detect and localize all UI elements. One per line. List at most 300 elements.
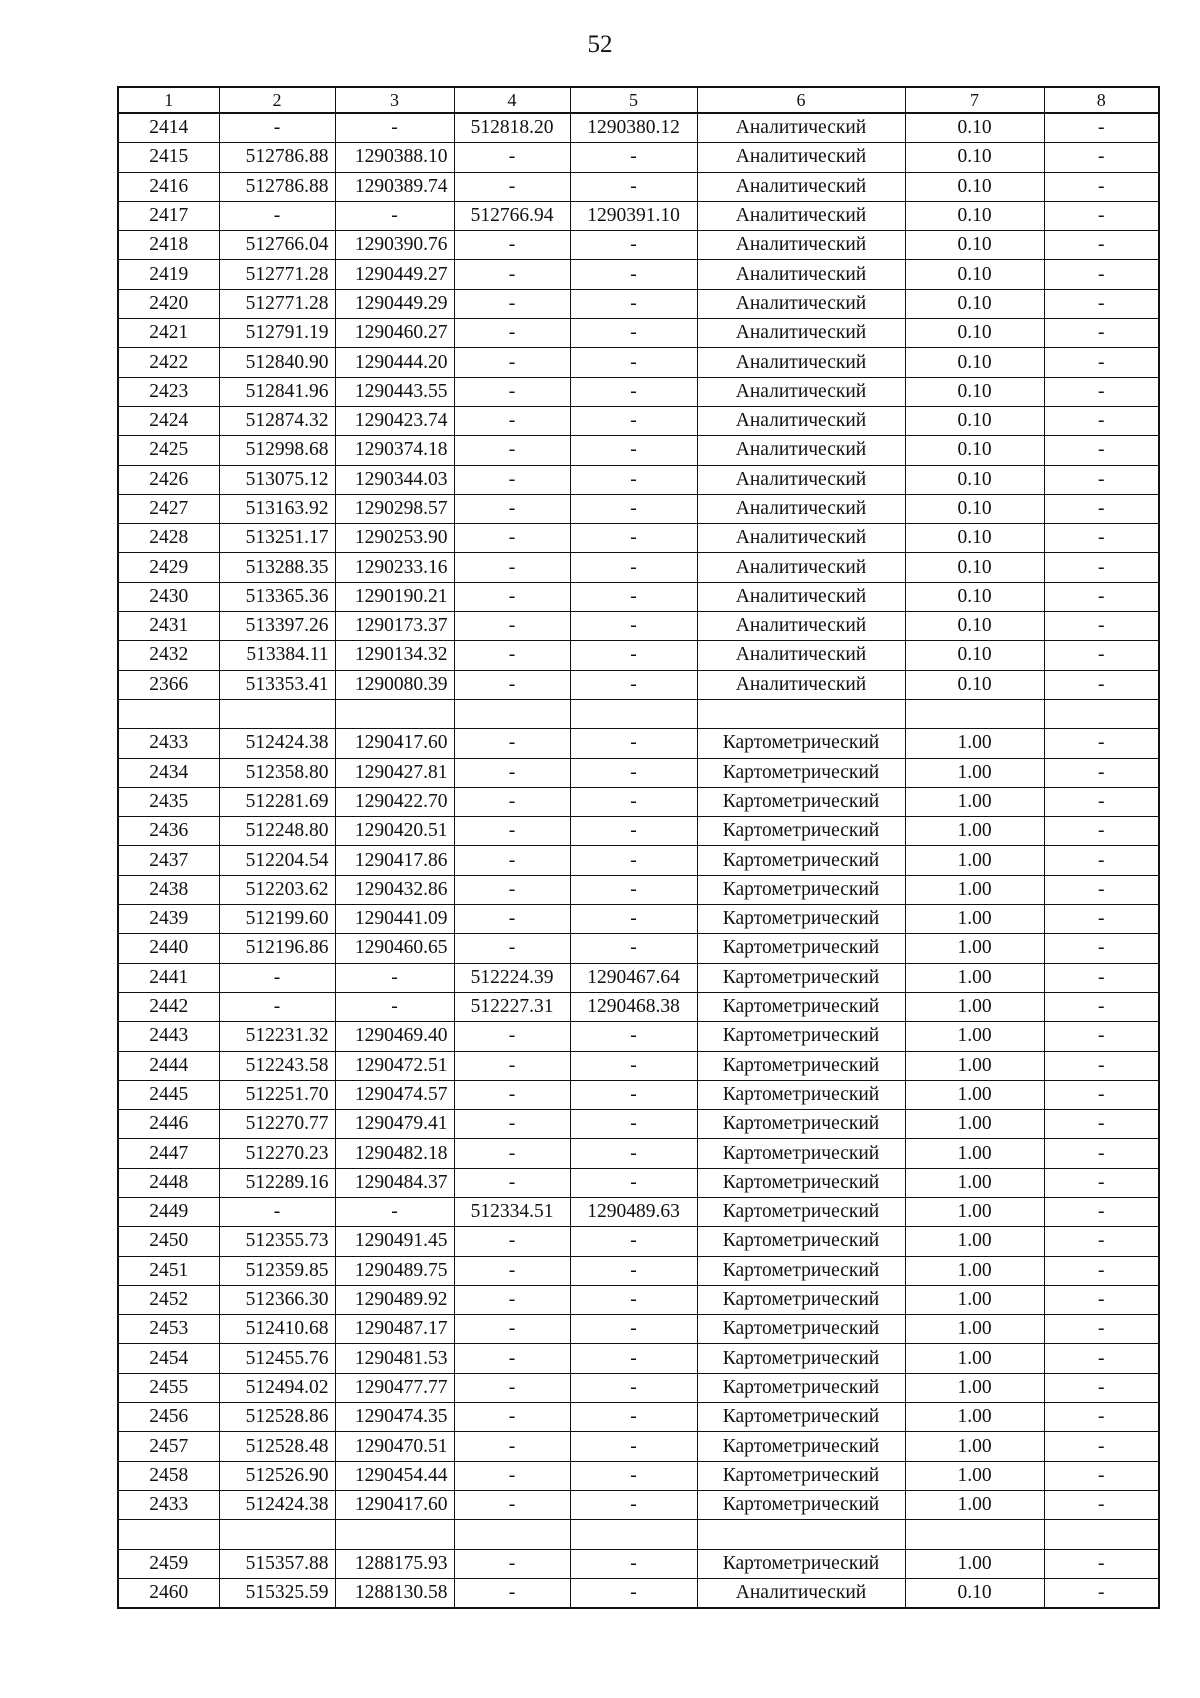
y-coordinate-cell: 1290472.51 [335, 1051, 454, 1080]
table-row [118, 172, 1159, 201]
header-cell: 3 [335, 87, 454, 113]
point-number-cell: 2450 [118, 1227, 219, 1256]
x-coordinate-cell: - [219, 1197, 335, 1226]
x-coordinate-cell: 515357.88 [219, 1549, 335, 1578]
x-coordinate-alt-cell: - [454, 377, 570, 406]
method-cell: Картометрический [697, 875, 905, 904]
x-coordinate-alt-cell: - [454, 319, 570, 348]
point-number-cell: 2458 [118, 1461, 219, 1490]
method-cell: Аналитический [697, 260, 905, 289]
y-coordinate-cell: 1290417.60 [335, 729, 454, 758]
coordinates-table [117, 86, 1160, 1609]
table-row-separator [118, 699, 1159, 728]
point-number-cell: 2443 [118, 1022, 219, 1051]
y-coordinate-alt-cell: - [570, 1110, 697, 1139]
x-coordinate-cell: 512270.23 [219, 1139, 335, 1168]
method-cell [697, 1520, 905, 1549]
y-coordinate-cell: 1290390.76 [335, 231, 454, 260]
y-coordinate-cell: 1290489.92 [335, 1285, 454, 1314]
method-cell: Картометрический [697, 787, 905, 816]
point-number-cell: 2455 [118, 1373, 219, 1402]
y-coordinate-cell: 1290389.74 [335, 172, 454, 201]
y-coordinate-cell: 1290080.39 [335, 670, 454, 699]
y-coordinate-cell: 1290298.57 [335, 494, 454, 523]
y-coordinate-cell: 1290134.32 [335, 641, 454, 670]
accuracy-cell: 0.10 [905, 436, 1044, 465]
x-coordinate-cell: - [219, 963, 335, 992]
method-cell: Аналитический [697, 143, 905, 172]
point-number-cell: 2444 [118, 1051, 219, 1080]
x-coordinate-cell: 515325.59 [219, 1578, 335, 1608]
description-cell: - [1044, 1344, 1159, 1373]
accuracy-cell: 1.00 [905, 758, 1044, 787]
point-number-cell: 2436 [118, 817, 219, 846]
y-coordinate-cell: 1290233.16 [335, 553, 454, 582]
description-cell: - [1044, 113, 1159, 143]
y-coordinate-alt-cell: - [570, 1403, 697, 1432]
accuracy-cell: 1.00 [905, 1344, 1044, 1373]
x-coordinate-cell: 513353.41 [219, 670, 335, 699]
y-coordinate-alt-cell: - [570, 348, 697, 377]
point-number-cell: 2415 [118, 143, 219, 172]
description-cell: - [1044, 963, 1159, 992]
table-row [118, 1197, 1159, 1226]
point-number-cell: 2366 [118, 670, 219, 699]
x-coordinate-alt-cell: - [454, 1490, 570, 1519]
accuracy-cell: 0.10 [905, 1578, 1044, 1608]
x-coordinate-alt-cell: - [454, 436, 570, 465]
y-coordinate-alt-cell: - [570, 875, 697, 904]
x-coordinate-cell [219, 1520, 335, 1549]
accuracy-cell: 1.00 [905, 817, 1044, 846]
y-coordinate-alt-cell: - [570, 905, 697, 934]
header-cell: 2 [219, 87, 335, 113]
x-coordinate-cell: 512786.88 [219, 172, 335, 201]
y-coordinate-alt-cell: - [570, 406, 697, 435]
y-coordinate-cell: 1290388.10 [335, 143, 454, 172]
point-number-cell: 2456 [118, 1403, 219, 1432]
y-coordinate-cell: 1290444.20 [335, 348, 454, 377]
method-cell: Аналитический [697, 582, 905, 611]
point-number-cell: 2428 [118, 524, 219, 553]
description-cell: - [1044, 817, 1159, 846]
table-row [118, 1051, 1159, 1080]
table-row [118, 1344, 1159, 1373]
point-number-cell: 2420 [118, 289, 219, 318]
y-coordinate-cell: 1290420.51 [335, 817, 454, 846]
y-coordinate-alt-cell: - [570, 1490, 697, 1519]
table-row [118, 113, 1159, 143]
table-body [118, 113, 1159, 1608]
x-coordinate-cell: 512243.58 [219, 1051, 335, 1080]
y-coordinate-alt-cell: - [570, 1373, 697, 1402]
accuracy-cell: 0.10 [905, 524, 1044, 553]
x-coordinate-alt-cell: - [454, 1139, 570, 1168]
x-coordinate-cell: 512771.28 [219, 289, 335, 318]
x-coordinate-cell: 512358.80 [219, 758, 335, 787]
x-coordinate-alt-cell: - [454, 582, 570, 611]
y-coordinate-alt-cell: - [570, 729, 697, 758]
accuracy-cell: 0.10 [905, 553, 1044, 582]
x-coordinate-alt-cell [454, 699, 570, 728]
method-cell: Картометрический [697, 1139, 905, 1168]
description-cell: - [1044, 1578, 1159, 1608]
header-row [118, 87, 1159, 113]
accuracy-cell: 1.00 [905, 1256, 1044, 1285]
method-cell: Аналитический [697, 553, 905, 582]
y-coordinate-cell: 1290190.21 [335, 582, 454, 611]
accuracy-cell: 0.10 [905, 231, 1044, 260]
x-coordinate-cell: 512841.96 [219, 377, 335, 406]
y-coordinate-cell: 1290454.44 [335, 1461, 454, 1490]
table-row [118, 1373, 1159, 1402]
x-coordinate-cell: 512874.32 [219, 406, 335, 435]
x-coordinate-alt-cell: 512818.20 [454, 113, 570, 143]
point-number-cell: 2454 [118, 1344, 219, 1373]
table-row [118, 963, 1159, 992]
x-coordinate-cell: 512786.88 [219, 143, 335, 172]
x-coordinate-alt-cell: - [454, 172, 570, 201]
point-number-cell: 2439 [118, 905, 219, 934]
x-coordinate-cell: 512998.68 [219, 436, 335, 465]
table-row [118, 406, 1159, 435]
accuracy-cell: 0.10 [905, 582, 1044, 611]
header-cell: 4 [454, 87, 570, 113]
method-cell: Картометрический [697, 1022, 905, 1051]
point-number-cell: 2437 [118, 846, 219, 875]
table-row [118, 465, 1159, 494]
point-number-cell: 2424 [118, 406, 219, 435]
accuracy-cell: 1.00 [905, 1197, 1044, 1226]
method-cell: Аналитический [697, 377, 905, 406]
table-row [118, 436, 1159, 465]
table-row [118, 787, 1159, 816]
y-coordinate-cell: 1290474.35 [335, 1403, 454, 1432]
y-coordinate-cell: - [335, 992, 454, 1021]
point-number-cell: 2426 [118, 465, 219, 494]
table-row [118, 494, 1159, 523]
point-number-cell: 2414 [118, 113, 219, 143]
y-coordinate-alt-cell: - [570, 260, 697, 289]
method-cell: Аналитический [697, 612, 905, 641]
method-cell: Аналитический [697, 201, 905, 230]
y-coordinate-cell: 1290374.18 [335, 436, 454, 465]
description-cell: - [1044, 172, 1159, 201]
method-cell: Картометрический [697, 934, 905, 963]
method-cell: Картометрический [697, 1344, 905, 1373]
accuracy-cell: 0.10 [905, 348, 1044, 377]
description-cell: - [1044, 1256, 1159, 1285]
accuracy-cell: 0.10 [905, 612, 1044, 641]
x-coordinate-alt-cell: - [454, 1080, 570, 1109]
description-cell: - [1044, 494, 1159, 523]
y-coordinate-alt-cell: - [570, 1578, 697, 1608]
description-cell: - [1044, 1373, 1159, 1402]
y-coordinate-cell: 1290423.74 [335, 406, 454, 435]
description-cell: - [1044, 612, 1159, 641]
method-cell: Аналитический [697, 641, 905, 670]
method-cell: Картометрический [697, 758, 905, 787]
y-coordinate-alt-cell: - [570, 553, 697, 582]
x-coordinate-alt-cell: - [454, 1432, 570, 1461]
accuracy-cell: 1.00 [905, 1080, 1044, 1109]
point-number-cell: 2440 [118, 934, 219, 963]
y-coordinate-alt-cell: - [570, 319, 697, 348]
table-row [118, 524, 1159, 553]
description-cell: - [1044, 1315, 1159, 1344]
x-coordinate-alt-cell: - [454, 1315, 570, 1344]
table-row [118, 1256, 1159, 1285]
y-coordinate-alt-cell: - [570, 1344, 697, 1373]
description-cell: - [1044, 1197, 1159, 1226]
accuracy-cell: 1.00 [905, 1373, 1044, 1402]
y-coordinate-cell: 1290460.27 [335, 319, 454, 348]
y-coordinate-alt-cell: - [570, 1285, 697, 1314]
header-cell: 7 [905, 87, 1044, 113]
y-coordinate-alt-cell: - [570, 817, 697, 846]
accuracy-cell: 0.10 [905, 670, 1044, 699]
point-number-cell: 2453 [118, 1315, 219, 1344]
x-coordinate-alt-cell: - [454, 260, 570, 289]
x-coordinate-alt-cell: - [454, 612, 570, 641]
description-cell: - [1044, 1490, 1159, 1519]
y-coordinate-alt-cell: - [570, 231, 697, 260]
y-coordinate-cell: 1290487.17 [335, 1315, 454, 1344]
y-coordinate-cell: 1288175.93 [335, 1549, 454, 1578]
description-cell: - [1044, 1461, 1159, 1490]
table-row [118, 817, 1159, 846]
method-cell: Аналитический [697, 465, 905, 494]
x-coordinate-alt-cell: - [454, 465, 570, 494]
accuracy-cell: 1.00 [905, 787, 1044, 816]
x-coordinate-cell: 512771.28 [219, 260, 335, 289]
y-coordinate-alt-cell: 1290468.38 [570, 992, 697, 1021]
method-cell [697, 699, 905, 728]
x-coordinate-cell: 513397.26 [219, 612, 335, 641]
y-coordinate-cell: 1290417.86 [335, 846, 454, 875]
description-cell [1044, 699, 1159, 728]
y-coordinate-alt-cell: - [570, 582, 697, 611]
x-coordinate-cell: 512231.32 [219, 1022, 335, 1051]
point-number-cell: 2423 [118, 377, 219, 406]
accuracy-cell: 1.00 [905, 875, 1044, 904]
y-coordinate-cell: 1290432.86 [335, 875, 454, 904]
method-cell: Аналитический [697, 289, 905, 318]
x-coordinate-cell: 512424.38 [219, 729, 335, 758]
method-cell: Картометрический [697, 905, 905, 934]
accuracy-cell: 0.10 [905, 406, 1044, 435]
y-coordinate-alt-cell: 1290391.10 [570, 201, 697, 230]
x-coordinate-alt-cell [454, 1520, 570, 1549]
table-header [118, 87, 1159, 113]
description-cell: - [1044, 319, 1159, 348]
description-cell: - [1044, 406, 1159, 435]
y-coordinate-alt-cell: - [570, 172, 697, 201]
y-coordinate-alt-cell: - [570, 1168, 697, 1197]
y-coordinate-cell: 1290417.60 [335, 1490, 454, 1519]
x-coordinate-cell: 512355.73 [219, 1227, 335, 1256]
header-cell: 1 [118, 87, 219, 113]
y-coordinate-cell: 1290449.27 [335, 260, 454, 289]
x-coordinate-cell: 512281.69 [219, 787, 335, 816]
y-coordinate-cell: 1290489.75 [335, 1256, 454, 1285]
y-coordinate-alt-cell: - [570, 1227, 697, 1256]
table-row [118, 377, 1159, 406]
point-number-cell: 2435 [118, 787, 219, 816]
table-row [118, 934, 1159, 963]
x-coordinate-cell: 512359.85 [219, 1256, 335, 1285]
point-number-cell: 2434 [118, 758, 219, 787]
point-number-cell: 2441 [118, 963, 219, 992]
x-coordinate-cell: 513384.11 [219, 641, 335, 670]
table-row [118, 670, 1159, 699]
y-coordinate-cell: 1290482.18 [335, 1139, 454, 1168]
table-row [118, 582, 1159, 611]
x-coordinate-cell: 513075.12 [219, 465, 335, 494]
header-cell: 5 [570, 87, 697, 113]
table-row [118, 641, 1159, 670]
x-coordinate-alt-cell: - [454, 1461, 570, 1490]
accuracy-cell: 0.10 [905, 641, 1044, 670]
description-cell: - [1044, 143, 1159, 172]
y-coordinate-alt-cell: - [570, 1549, 697, 1578]
description-cell: - [1044, 348, 1159, 377]
y-coordinate-cell: 1290344.03 [335, 465, 454, 494]
y-coordinate-alt-cell: - [570, 641, 697, 670]
x-coordinate-cell: - [219, 992, 335, 1021]
accuracy-cell: 1.00 [905, 729, 1044, 758]
x-coordinate-alt-cell: - [454, 1578, 570, 1608]
point-number-cell [118, 1520, 219, 1549]
y-coordinate-cell: 1290422.70 [335, 787, 454, 816]
table-row-separator [118, 1520, 1159, 1549]
y-coordinate-alt-cell: - [570, 1051, 697, 1080]
method-cell: Картометрический [697, 1490, 905, 1519]
point-number-cell: 2431 [118, 612, 219, 641]
y-coordinate-cell [335, 699, 454, 728]
y-coordinate-cell: 1290479.41 [335, 1110, 454, 1139]
accuracy-cell: 0.10 [905, 143, 1044, 172]
description-cell: - [1044, 582, 1159, 611]
table-row [118, 729, 1159, 758]
x-coordinate-cell: 512528.48 [219, 1432, 335, 1461]
x-coordinate-cell: 512199.60 [219, 905, 335, 934]
y-coordinate-cell: 1290470.51 [335, 1432, 454, 1461]
method-cell: Аналитический [697, 670, 905, 699]
description-cell: - [1044, 231, 1159, 260]
y-coordinate-alt-cell: 1290467.64 [570, 963, 697, 992]
x-coordinate-cell: 512204.54 [219, 846, 335, 875]
accuracy-cell: 1.00 [905, 1227, 1044, 1256]
y-coordinate-cell: 1290449.29 [335, 289, 454, 318]
point-number-cell: 2422 [118, 348, 219, 377]
y-coordinate-alt-cell: - [570, 846, 697, 875]
method-cell: Картометрический [697, 1373, 905, 1402]
description-cell: - [1044, 875, 1159, 904]
x-coordinate-alt-cell: - [454, 758, 570, 787]
x-coordinate-cell: 512455.76 [219, 1344, 335, 1373]
x-coordinate-alt-cell: - [454, 1373, 570, 1402]
point-number-cell: 2448 [118, 1168, 219, 1197]
accuracy-cell: 0.10 [905, 113, 1044, 143]
y-coordinate-alt-cell: - [570, 1022, 697, 1051]
x-coordinate-cell: 512526.90 [219, 1461, 335, 1490]
table-row [118, 1022, 1159, 1051]
x-coordinate-alt-cell: - [454, 1403, 570, 1432]
accuracy-cell: 1.00 [905, 1051, 1044, 1080]
x-coordinate-cell: 512270.77 [219, 1110, 335, 1139]
x-coordinate-alt-cell: - [454, 905, 570, 934]
description-cell: - [1044, 670, 1159, 699]
point-number-cell: 2430 [118, 582, 219, 611]
method-cell: Картометрический [697, 1285, 905, 1314]
x-coordinate-alt-cell: 512227.31 [454, 992, 570, 1021]
x-coordinate-alt-cell: - [454, 1256, 570, 1285]
x-coordinate-alt-cell: - [454, 817, 570, 846]
table-row [118, 875, 1159, 904]
header-cell: 8 [1044, 87, 1159, 113]
x-coordinate-alt-cell: - [454, 289, 570, 318]
table-row [118, 1578, 1159, 1608]
method-cell: Картометрический [697, 992, 905, 1021]
description-cell: - [1044, 729, 1159, 758]
x-coordinate-alt-cell: - [454, 406, 570, 435]
method-cell: Картометрический [697, 1197, 905, 1226]
method-cell: Картометрический [697, 1051, 905, 1080]
y-coordinate-alt-cell: - [570, 1315, 697, 1344]
method-cell: Аналитический [697, 172, 905, 201]
y-coordinate-alt-cell: - [570, 436, 697, 465]
accuracy-cell: 1.00 [905, 1432, 1044, 1461]
y-coordinate-alt-cell: - [570, 289, 697, 318]
y-coordinate-alt-cell: 1290489.63 [570, 1197, 697, 1226]
x-coordinate-alt-cell: - [454, 1022, 570, 1051]
y-coordinate-cell: 1288130.58 [335, 1578, 454, 1608]
table-row [118, 905, 1159, 934]
y-coordinate-alt-cell: - [570, 612, 697, 641]
description-cell: - [1044, 905, 1159, 934]
accuracy-cell: 0.10 [905, 319, 1044, 348]
description-cell: - [1044, 758, 1159, 787]
accuracy-cell: 1.00 [905, 846, 1044, 875]
x-coordinate-alt-cell: - [454, 787, 570, 816]
y-coordinate-cell: - [335, 113, 454, 143]
y-coordinate-cell: 1290477.77 [335, 1373, 454, 1402]
point-number-cell: 2460 [118, 1578, 219, 1608]
y-coordinate-alt-cell: - [570, 1139, 697, 1168]
description-cell: - [1044, 641, 1159, 670]
accuracy-cell: 0.10 [905, 260, 1044, 289]
header-cell: 6 [697, 87, 905, 113]
method-cell: Картометрический [697, 1549, 905, 1578]
accuracy-cell: 1.00 [905, 1490, 1044, 1519]
y-coordinate-alt-cell: - [570, 143, 697, 172]
table-row [118, 260, 1159, 289]
point-number-cell: 2449 [118, 1197, 219, 1226]
accuracy-cell: 1.00 [905, 1461, 1044, 1490]
y-coordinate-alt-cell: - [570, 377, 697, 406]
y-coordinate-cell: - [335, 963, 454, 992]
y-coordinate-alt-cell: - [570, 1461, 697, 1490]
point-number-cell: 2421 [118, 319, 219, 348]
y-coordinate-cell: 1290253.90 [335, 524, 454, 553]
table-row [118, 612, 1159, 641]
description-cell: - [1044, 1080, 1159, 1109]
x-coordinate-cell: 513163.92 [219, 494, 335, 523]
method-cell: Картометрический [697, 846, 905, 875]
accuracy-cell: 1.00 [905, 1315, 1044, 1344]
table-row [118, 1403, 1159, 1432]
